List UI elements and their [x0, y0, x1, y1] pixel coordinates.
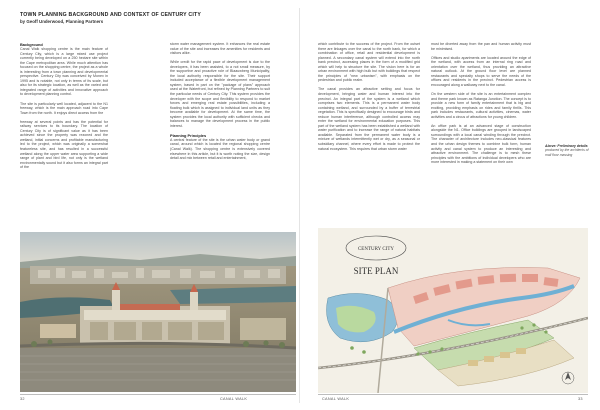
logo-text: CENTURY CITY: [357, 247, 395, 252]
article-byline: by Geoff Underwood, Planning Partners: [20, 19, 104, 24]
paragraph: must be diverted away from the pan and human activity must be minimised.: [431, 42, 531, 51]
footer-rule-left: [20, 394, 296, 395]
paragraph: Canal Walk shopping centre is the main feature of Century City, which is a large mixed use project currently being developed on a 250 hectare site within the Cape metropolitan area. While much attention has focused on the shopping centre, the project as a whole is interesting from a town planning and developmental perspective. Century City was conceived by Monex in 1995 and is notable, not only in terms of its scale, but also for its strategic location, as well as the varied and integrated range of activities and innovative approach to development planning control.: [20, 47, 108, 97]
section-heading-planning: Planning Principles: [170, 132, 207, 138]
aerial-photo-illustration: [20, 232, 296, 392]
site-plan-map: [318, 228, 588, 393]
site-plan-heading: SITE PLAN: [353, 266, 399, 276]
caption-text: produced by the architects of mall floor massing: [545, 148, 589, 157]
running-footer-right: CANAL WALK: [322, 397, 350, 401]
paragraph: On the western side of the site is an entertainment complex and theme park known as Ratanga Junction. The concept is to provide a new form of family entertainment that is big and exciting, providing emphasis on rides and family thrills. This park includes restaurants, cultural activities, cinemas, water activities and a circus of attractions for young children.: [431, 92, 531, 119]
image-caption: [545, 144, 595, 157]
caption-lead: Above: Preliminary details: [545, 144, 588, 148]
paragraph: An office park is at an advanced stage of construction alongside the N1. Office buildings are grouped in landscaped surroundings with a local canal winding through the precinct. The character of architecture includes neo-classical features and the urban design themes to combine bulk form, human activity and canal system to produce an interesting and attractive environment. The challenge is to mesh these principles with the ambitions of individual developers who are more interested in making a statement on their own: [431, 123, 531, 165]
paragraph: The site is particularly well located, adjacent to the N1 freeway, which is the main approach road into Cape Town from the north. It enjoys direct access from the: [20, 101, 108, 115]
page-number-right: 33: [578, 397, 583, 401]
article-title: TOWN PLANNING BACKGROUND AND CONTEXT OF CENTURY CITY: [20, 12, 202, 18]
page-number-left: 32: [20, 397, 25, 401]
page-fold: [299, 8, 300, 403]
paragraph: The canal provides an attractive setting and focus for development, bringing water and human interest into the precinct. An integral part of the system is a wetland which comprises two elements. This is a permanent water body containing wetland, and surrounded by a buffer of terrestrial vegetation. This is specifically designed to encourage birds and reduce human interference, although controlled access may enter the wetland for environmental education purposes. This part of the wetland system has been established a wetland with water purification and to increase the range of natural habitats available. Separated from the permanent water body is a mixture of wetlands intermittently wet or dry, as a seasonal or subsidiary channel, where every effort is made to protect the natural ecosystem. This requires that urban storm water: [318, 87, 420, 151]
text-column-1: [20, 42, 108, 170]
running-footer-left: CANAL WALK: [220, 397, 248, 401]
aerial-photograph: [20, 232, 296, 392]
paragraph: storm water management system. It enhances the real estate value of the site and increases the amenities for residents and visitors alike.: [170, 42, 270, 56]
paragraph: While credit for the rapid pace of development is due to the developers, it has been assisted, to a not small measure, by the supportive and proactive role of Blaauwberg Municipality, the local authority responsible for the site. Their support included acceptance of a flexible development management system, based in part on the "package of plans" approach used at the Waterfront, but refined by Planning Partners to suit the particular needs of Century City. This system provides the developer with the scope and flexibility to respond to market forces and emerging real estate possibilities, including a floating bulk which is assigned to individual land units as they become available for development. At the same time, the system provides the local authority with sufficient checks and balances to manage the development process in the public interest.: [170, 60, 270, 128]
paragraph: freeway at several points and has the potential for railway services to its boundary. The location of Century City is of significant value as it has been achieved since the property was rezoned and the wetland, initial concerns and profitable manufacturing led to the project, which was originally a somewhat featureless site, and has resulted in a successful wetland along the upper water area supporting a wide range of plant and bird life, not only is the wetland environmentally sound but it also forms an integral part of the: [20, 119, 108, 170]
section-heading-background: Background: [20, 42, 43, 47]
text-column-2: [170, 42, 270, 161]
paragraph: Offices and studio apartments are located around the edge of the wetland, with access from an internal ring road and orientation over the wetland, thus providing an attractive natural outlook. At the ground floor level are planned restaurants and specialty shops to serve the needs of the offices and residents in the precinct. Pedestrian access is encouraged along a walkway next to the canal.: [431, 55, 531, 87]
paragraph: A central feature of the site is the urban water body or grand canal, around which is located the regional shopping centre (Canal Walk). The shopping centre is extensively covered elsewhere in this article, but it is worth noting the size, design detail and mix between retail and entertainment,: [170, 137, 270, 161]
site-plan-illustration: [318, 228, 588, 393]
text-column-4: [431, 42, 531, 165]
paragraph: which contribute to the success of the project. From the outset there are linkages over the canal to the north bank, for which a combination of office, retail and residential development is planned. A secondary canal system will extend into the north bank precinct, accessing places in the form of a modified grid which will help to structure the site. The vision here is for an urban environment with high bulk but with buildings that respect the principles of "new urbanism", with emphasis on the pedestrian and public realm.: [318, 42, 420, 83]
footer-rule-right: [318, 394, 588, 395]
text-column-3: [318, 42, 420, 151]
